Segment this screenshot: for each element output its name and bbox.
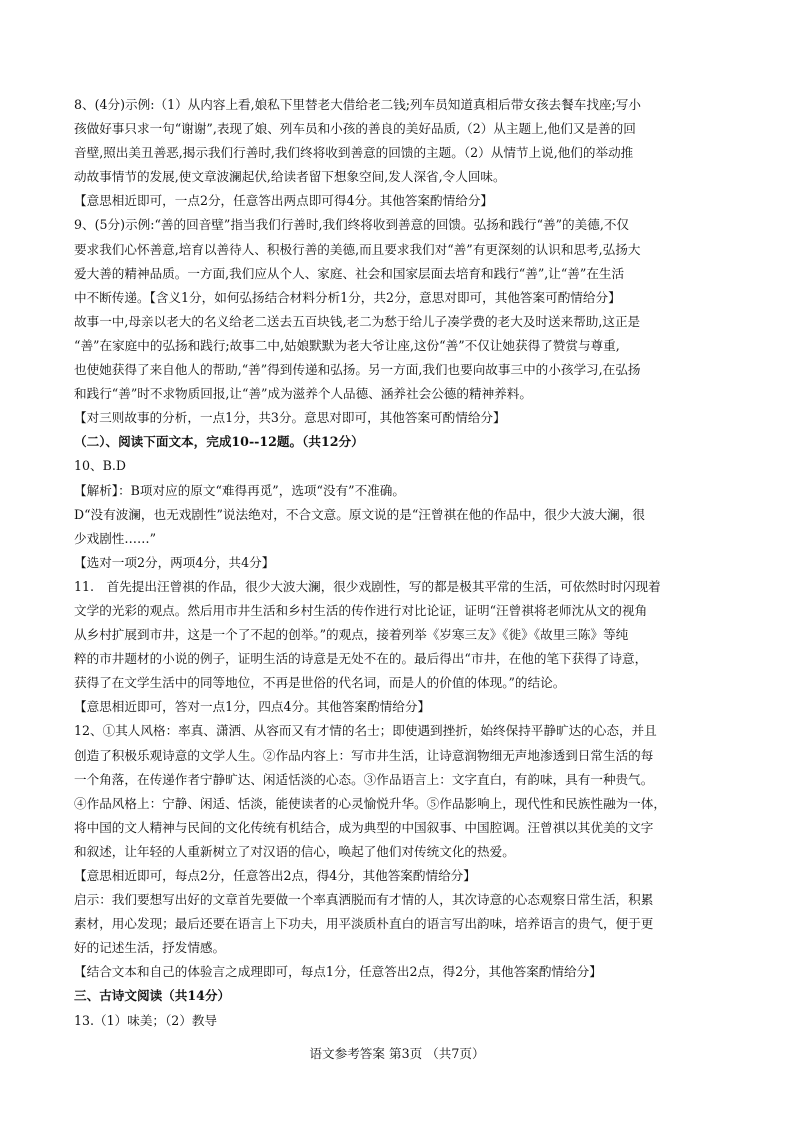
text-line: 13.（1）味美；（2）教导 [74, 1012, 218, 1028]
text-line: 粹的市井题材的小说的例子，证明生活的诗意是无处不在的。最后得出“市井，在他的笔下获得了诗意， [74, 651, 648, 667]
text-line: 【结合文本和自己的体验言之成理即可，每点1分，任意答出2点，得2分，其他答案酌情给分】 [74, 964, 602, 980]
text-line: 故事一中,母亲以老大的名义给老二送去五百块钱,老二为愁于给儿子凑学费的老大及时送来帮助,这正是 [74, 313, 641, 329]
text-line: 【意思相近即可，每点2分，任意答出2点，得4分，其他答案酌情给分】 [74, 868, 476, 883]
text-line: 少戏剧性……” [74, 530, 157, 546]
text-line: “善”在家庭中的弘扬和践行;故事二中,姑娘默默为老大爷让座,这份“善”不仅让她获得了赞赏与尊重, [74, 337, 620, 353]
text-line: 中不断传递。【含义1分，如何弘扬结合材料分析1分，共2分，意思对即可，其他答案可酌情给分】 [74, 289, 621, 305]
text-line: 文学的光彩的观点。然后用市井生活和乡村生活的传作进行对比论证，证明“汪曾祺将老师沈从文的视角 [74, 602, 648, 618]
text-line: 启示：我们要想写出好的文章首先要做一个率真洒脱而有才情的人，其次诗意的心态观察日常生活，积累 [74, 892, 654, 908]
section-heading: 三、古诗文阅读（共14分） [74, 988, 231, 1004]
text-line: 创造了积极乐观诗意的文学人生。②作品内容上：写市井生活，让诗意润物细无声地渗透到日常生活的每 [74, 747, 654, 763]
text-line: 也使她获得了来自他人的帮助,“善”得到传递和弘扬。另一方面,我们也要向故事三中的小孩学习,在弘扬 [74, 362, 641, 378]
text-line: 获得了在文学生活中的同等地位，不再是世俗的代名词，而是人的价值的体现。”的结论。 [74, 675, 566, 691]
text-line: 要求我们心怀善意,培育以善待人、积极行善的美德,而且要求我们对“善”有更深刻的认识和思考,弘扬大 [74, 241, 641, 257]
text-line: ④作品风格上：宁静、闲适、恬淡，能使读者的心灵愉悦升华。⑤作品影响上，现代性和民族性融为一体， [74, 795, 666, 811]
text-line: 一个角落，在传递作者宁静旷达、闲适恬淡的心态。③作品语言上：文字直白，有韵味，具有一种贵气。 [74, 771, 654, 787]
text-line: 和践行“善”时不求物质回报,让“善”成为滋养个人品德、涵养社会公德的精神养料。 [74, 386, 532, 402]
text-line: 动故事情节的发展,使文章波澜起伏,给读者留下想象空间,发人深省,令人回味。 [74, 169, 506, 185]
text-line: 10、B.D [74, 458, 126, 474]
text-line: 8、(4分)示例:（1）从内容上看,娘私下里替老大借给老二钱;列车员知道真相后带女孩去餐车找座;写小 [74, 97, 641, 112]
text-line: 孩做好事只求一句“谢谢”,表现了娘、列车员和小孩的善良的美好品质,（2）从主题上,他们又是善的回 [74, 121, 636, 137]
text-line: 12、①其人风格：率真、潇洒、从容而又有才情的名士；即使遇到挫折，始终保持平静旷达的心态，并且 [74, 723, 657, 739]
text-line: 爱大善的精神品质。一方面,我们应从个人、家庭、社会和国家层面去培育和践行“善”,让“善”在生活 [74, 265, 625, 281]
text-line: 【解析】：B项对应的原文“难得再觅”，选项“没有”不准确。 [74, 482, 405, 498]
text-line: 11. 首先提出汪曾祺的作品，很少大波大澜，很少戏剧性，写的都是极其平常的生活，可依然时时闪现着 [74, 578, 661, 594]
text-line: 和叙述，让年轻的人重新树立了对汉语的信心，唤起了他们对传统文化的热爱。 [74, 843, 515, 859]
answer-key-body [74, 93, 730, 1033]
page-footer: 语文参考答案 第3页 （共7页） [309, 1046, 485, 1061]
text-line: D“没有波澜，也无戏剧性”说法绝对，不合文意。原文说的是“汪曾祺在他的作品中，很少大波大澜，很 [74, 506, 645, 522]
text-line: 将中国的文人精神与民间的文化传统有机结合，成为典型的中国叙事、中国腔调。汪曾祺以其优美的文字 [74, 819, 654, 835]
text-line: 【对三则故事的分析，一点1分，共3分。意思对即可，其他答案可酌情给分】 [74, 410, 506, 426]
text-line: 从乡村扩展到市井，这是一个了不起的创举。”的观点，接着列举《岁寒三友》《徙》《故里三陈》等纯 [74, 627, 629, 643]
text-line: 音壁,照出美丑善恶,揭示我们行善时,我们终将收到善意的回馈的主题。（2）从情节上说,他们的举动推 [74, 145, 634, 161]
text-line: 【意思相近即可，答对一点1分，四点4分。其他答案酌情给分】 [74, 699, 431, 715]
text-line: 【选对一项2分，两项4分，共4分】 [74, 554, 275, 570]
text-line: 9、(5分)示例:“善的回音壁”指当我们行善时,我们终将收到善意的回馈。弘扬和践行“善”的美德,不仅 [74, 217, 630, 233]
text-line: 好的记述生活，抒发情感。 [74, 940, 226, 956]
text-line: 素材，用心发现；最后还要在语言上下功夫，用平淡质朴直白的语言写出韵味，培养语言的贵气，便于更 [74, 916, 654, 932]
text-line: 【意思相近即可，一点2分，任意答出两点即可得4分。其他答案酌情给分】 [74, 193, 494, 209]
section-heading: （二）、阅读下面文本，完成10--12题。（共12分） [74, 434, 364, 450]
